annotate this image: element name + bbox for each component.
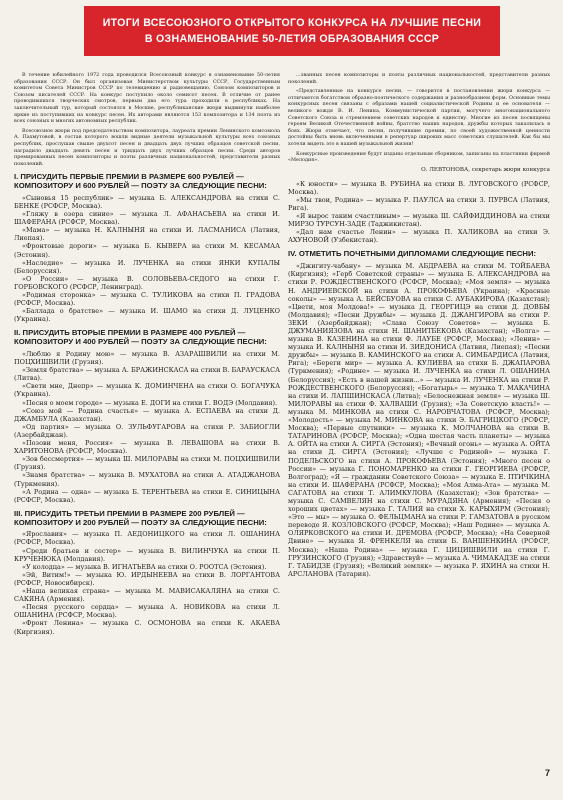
list-item: «О России» — музыка В. СОЛОВЬЕВА-СЕДОГО на стихи Г. ГОРБОВСКОГО (РСФСР, Ленинград).: [14, 274, 280, 291]
section-entries: [14, 530, 280, 635]
intro-paragraph: Всесоюзное жюри под председательством композитора, лауреата премии Ленинского комсомола А. Пахмутовой, в состав которого вошли видные деятели музыкальной культуры всех союзных республик, прослушав свыше двухсот песен и двадцать двух лучших образцов советской песни, наградило двадцать девять песен и тридцать двух лучших образцов песни. Среди авторов премированных песен композиторы и поэты различных национальностей, представители разных поколений.: [14, 127, 280, 167]
list-item: «Дал нам счастье Ленин» — музыка П. ХАЛИКОВА на стихи Э. АХУНОВОЙ (Узбекистан).: [288, 228, 550, 245]
banner-line-2: В ОЗНАМЕНОВАНИЕ 50-ЛЕТИЯ ОБРАЗОВАНИЯ СССР: [144, 33, 440, 45]
list-item: «Фронтовые дороги» — музыка Б. КЫВЕРА на стихи М. КЕСАМАА (Эстония).: [14, 242, 280, 259]
list-item: «Родимая сторонка» — музыка С. ТУЛИКОВА на стихи П. ГРАДОВА (РСФСР, Москва).: [14, 291, 280, 308]
section-heading-third-prizes: III. ПРИСУДИТЬ ТРЕТЬИ ПРЕМИИ В РАЗМЕРЕ 200 РУБЛЕЙ — КОМПОЗИТОРУ И 200 РУБЛЕЙ — ПОЭТУ ЗА СЛЕДУЮЩИЕ ПЕСНИ:: [14, 508, 267, 527]
intro-paragraph: Конкурсные произведения будут изданы отдельным сборником, записаны на пластинки фирмой «Мелодия».: [288, 150, 550, 164]
left-column: [14, 72, 280, 788]
list-item: «К юности» — музыка В. РУБИНА на стихи В. ЛУГОВСКОГО (РСФСР, Москва).: [288, 179, 550, 196]
list-item: «Од партия» — музыка О. ЗУЛЬФУГАРОВА на стихи Р. ЗАБИОГЛИ (Азербайджан).: [14, 422, 280, 439]
list-item: «Союз мой — Родина счастья» — музыка А. ЕСПАЕВА на стихи Д. ДЖАМБУЛА (Казахстан).: [14, 406, 280, 423]
section-entries: [288, 180, 550, 245]
title-banner: [84, 6, 500, 56]
section-entries: [14, 350, 280, 504]
list-item: «Позови меня, Россия» — музыка В. ЛЕВАШОВА на стихи В. ХАРИТОНОВА (РСФСР, Москва).: [14, 439, 280, 456]
section-heading-first-prizes: I. ПРИСУДИТЬ ПЕРВЫЕ ПРЕМИИ В РАЗМЕРЕ 600 РУБЛЕЙ — КОМПОЗИТОРУ И 600 РУБЛЕЙ — ПОЭТУ ЗА СЛЕДУЮЩИЕ ПЕСНИ:: [14, 172, 267, 191]
list-item: «Ярославия» — музыка П. АЕДОНИЦКОГО на стихи Л. ОШАНИНА (РСФСР, Москва).: [14, 530, 280, 547]
list-item: «Песня о моем городе» — музыка Е. ДОГИ на стихи Г. ВОДЭ (Молдавия).: [22, 398, 278, 407]
right-column: [288, 72, 550, 788]
list-item: «Свети мне, Днепр» — музыка К. ДОМИНЧЕНА на стихи О. БОГАЧУКА (Украина).: [14, 382, 280, 399]
list-item: «Фронт Ленина» — музыка С. ОСМОНОВА на стихи К. АКАЕВА (Киргизия).: [14, 619, 280, 636]
section-heading-second-prizes: II. ПРИСУДИТЬ ВТОРЫЕ ПРЕМИИ В РАЗМЕРЕ 400 РУБЛЕЙ — КОМПОЗИТОРУ И 400 РУБЛЕЙ — ПОЭТУ ЗА СЛЕДУЮЩИЕ ПЕСНИ:: [14, 328, 267, 347]
list-item: «Люблю я Родину мою» — музыка В. АЗАРАШВИЛИ на стихи М. ПОЦХИШВИЛИ (Грузия).: [14, 350, 280, 367]
section-heading-diplomas: IV. ОТМЕТИТЬ ПОЧЕТНЫМИ ДИПЛОМАМИ СЛЕДУЮЩИЕ ПЕСНИ:: [288, 249, 537, 259]
list-item: «Наследие» — музыка И. ЛУЧЕНКА на стихи ЯНКИ КУПАЛЫ (Белоруссия).: [14, 258, 280, 275]
list-item: «Знамя братства» — музыка В. МУХАТОВА на стихи А. АТАДЖАНОВА (Туркмения).: [14, 471, 280, 488]
list-item: «У колодца» — музыка В. ИГНАТЬЕВА на стихи О. РООТСА (Эстония).: [22, 562, 267, 571]
list-item: «Джигиту-чабану» — музыка М. АБДРАЕВА на стихи М. ТОЙБАЕВА (Киргизия); «Герб Советской страны» — музыка Б. АЛЕКСАНДРОВА на стихи Р. РОЖДЕСТВЕНСКОГО (РСФСР, Москва); «Моя земля» — музыка Н. АНДРИЕВСКОЙ на стихи А. ПРОКОФЬЕВА (Украина); «Красные соколы» — музыка А. БЕЙСБУОВА на стихи С. АУБАКИРОВА (Казахстан); «Цвети, моя Молдова!» — музыка Д. ГЕОРГИЦЭ на стихи Д. ДОВБЫ (Молдавия); «Песни Дружбы» — музыка Д. ДЖАНГИРОВА на стихи Р. ЗЕКИ (Азербайджан); «Слава Союзу Советов» — музыка Б. ДЖУМАНИЯЗОВА на стихи Н. ШАНИТБЕКОВА (Казахстан); «Волга» — музыка В. КАЗЕНИНА на стихи Ф. ЛАУБЕ (РСФСР, Москва); «Ленин» — музыка И. КАЛНЫНЯ на стихи И. ЗИЕДОНИСА (Латвия, Лиепая); «Песни дружбы» — музыка В. КАМИНСКОГО на стихи А. СИМБАРДИСА (Латвия, Рига); «Береги мир» — музыка А. КУЛИЕВА на стихи Б. ДЖАПАРОВА (Туркмения); «Родине» — музыка И. ЛУЧЕНКА на стихи Л. ОШАНИНА (Белоруссия); «Есть в нашей жизни...» — музыка И. ЛУЧЕНКА на стихи Р. РОЖДЕСТВЕНСКОГО (Белоруссия); «Богатырь» — музыка Т. МАКАЧИНА на стихи И. ЛАПШИНСКАСА (Литва); «Белоснежная земля» — музыка Ш. МИЛОРАВЫ на стихи Ф. ХАЛВАШИ (Грузия); «За Советскую власть!» — музыка М. МИНКОВА на стихи С. НАРОВЧАТОВА (РСФСР, Москва); «Молодость» — музыка М. МИНКОВА на стихи Э. БАГРИЦКОГО (РСФСР, Москва); «Первые спутники» — музыка К. МОЛЧАНОВА на стихи В. ТАТАРИНОВА (РСФСР, Москва); «Одна шестая часть планеты» — музыка А. ОЙТА на стихи А. СИРГА (Эстония); «Вечный огонь» — музыка А. ОЙТА на стихи Д. СИРГА (Эстония); «Лучше с Родиной» — музыка Г. ПОДЕЛЬСКОГО на стихи А. ПРОКОФЬЕВА (Эстония); «Много песен о России» — музыка Г. ПОНОМАРЕНКО на стихи Г. ГЕОРГИЕВА (РСФСР, Волгоград); «Я — гражданин Советского Союза» — музыка Е. ПТИЧКИНА на стихи И. ШАФЕРАНА (РСФСР, Москва); «Моя Алма-Ата» — музыка М. САГАТОВА на стихи Т. АЛИМКУЛОВА (Казахстан); «Зов братства» — музыка С. САМВЕЛЯН на стихи С. МУРАДЯНА (Армения); «Песня о хороших цветах» — музыка Г. ТАЛИЯ на стихи Х. КАРЫХЯРМ (Эстония); «Это — мы» — музыка О. ФЕЛЬЦМАНА на стихи Р. ГАМЗАТОВА в русском переводе Я. КОЗЛОВСКОГО (РСФСР, Москва); «Наш Родине» — музыка А. ОЛЯРКОВСКОГО на стихи И. ДРЕМОВА (РСФСР, Москва); «На Северной Двине» — музыка Я. ФРЕНКЕЛЯ на стихи Б. ВАНШЕНКИНА (РСФСР, Москва); «Наша Родина» — музыка Г. ЦИЦИШВИЛИ на стихи Г. ГРУЗИНСКОГО (Грузия); «Здравствуй» — музыка А. ЧИМАКАДЗЕ на стихи Г. ТАБИДЗЕ (Грузия); «Великий земляк» — музыка Р. ЯХИНА на стихи Н. АРСЛАНОВА (Татария).: [288, 262, 550, 578]
intro-paragraph: «Представленные на конкурсе песни, — говорится в постановлении жюри конкурса — отличаются богатством образно-поэтического содержания и разнообразием форм. Основные темы конкурсных песен связаны с образами нашей социалистической Родины и ее основателя — великого вождя В. И. Ленина, Коммунистической партии, могучего многонационального Советского Союза и стремлением советских народов к единству. Многие из песен посвящены героям Великой Отечественной войны, братство наших народов, дружбы которых закалилась в боях. Жюри отмечает, что песни, получившие премии, по своей художественной ценности достойны быть вновь включенными в репертуар широких масс советских слушателей. Как бы мы хотели видеть это в нашей музыкальной жизни!: [288, 88, 550, 147]
list-item: «Среди братьев и сестер» — музыка В. ВИЛИНЧУКА на стихи П. КРУЧЕНЮКА (Молдавия).: [14, 546, 280, 563]
intro-paragraph: ...званных песен композиторы и поэты различных национальностей, представители разных поколений.: [288, 72, 550, 85]
list-item: «Мама» — музыка Н. КАЛНЫНЯ на стихи И. ЛАСМАНИСА (Латвия, Лиепая).: [14, 226, 280, 243]
list-item: «А Родина — одна» — музыка Б. ТЕРЕНТЬЕВА на стихи Е. СИНИЦЫНА (РСФСР, Москва).: [14, 487, 280, 504]
list-item: «Мы твои, Родина» — музыка Р. ПАУЛСА на стихи З. ПУРВСА (Латвия, Рига).: [288, 195, 550, 212]
list-item: «Сыновья 15 республик» — музыка Б. АЛЕКСАНДРОВА на стихи С. БЕНКЕ (РСФСР, Москва).: [14, 193, 280, 210]
intro-paragraph: В течение юбилейного 1972 года проводился Всесоюзный конкурс в ознаменование 50-летия образования СССР. Он был организован Министерством культуры СССР, Государственным комитетом Совета Министров СССР по телевидению и радиовещанию, Союзом композиторов и Союзом писателей СССР. На конкурс поступило около семисот песен. В отличие от ранее проводившихся творческих смотров, первым два его тура проходили в республиках. На заключительный тур, который состоялся в Москве, республиканские жюри выдвинули наиболее яркие из поступивших на конкурс песен. Их авторами являются 153 композитора и 134 поэта из всех союзных и многих автономных республик.: [14, 72, 280, 125]
page-number: 7: [545, 768, 551, 778]
section-entries: [288, 262, 550, 578]
list-item: «Земля братства» — музыка А. БРАЖИНСКАСА на стихи В. БАРАУСКАСА (Литва).: [14, 366, 280, 383]
list-item: «Гляжу в озера синие» — музыка Л. АФАНАСЬЕВА на стихи И. ШАФЕРАНА (РСФСР, Москва).: [14, 210, 280, 227]
section-entries: [14, 194, 280, 324]
banner-line-1: ИТОГИ ВСЕСОЮЗНОГО ОТКРЫТОГО КОНКУРСА НА ЛУЧШИЕ ПЕСНИ: [102, 17, 482, 29]
list-item: «Зов бессмертия» — музыка Ш. МИЛОРАВЫ на стихи М. ПОЦХИШВИЛИ (Грузия).: [14, 455, 280, 472]
list-item: «Эй, Витим!» — музыка Ю. ИРДЫНЕЕВА на стихи В. ЛОРГАНТОВА (РСФСР, Новосибирск).: [14, 570, 280, 587]
list-item: «Наша великая страна» — музыка М. МАВИСАКАЛЯНА на стихи С. САКЯНА (Армения).: [14, 587, 280, 604]
list-item: «Я вырос таким счастливым» — музыка Ш. САЙФИДДИНОВА на стихи МИРЗО ТУРСУН-ЗАДЕ (Таджикистан).: [288, 212, 550, 229]
jury-secretary-signature: О. ЛЕВТОНОВА, секретарь жюри конкурса: [421, 166, 550, 173]
list-item: «Баллада о братстве» — музыка И. ШАМО на стихи Д. ЛУЦЕНКО (Украина).: [14, 307, 280, 324]
list-item: «Песня русского сердца» — музыка А. НОВИКОВА на стихи Л. ОШАНИНА (РСФСР, Москва).: [14, 603, 280, 620]
